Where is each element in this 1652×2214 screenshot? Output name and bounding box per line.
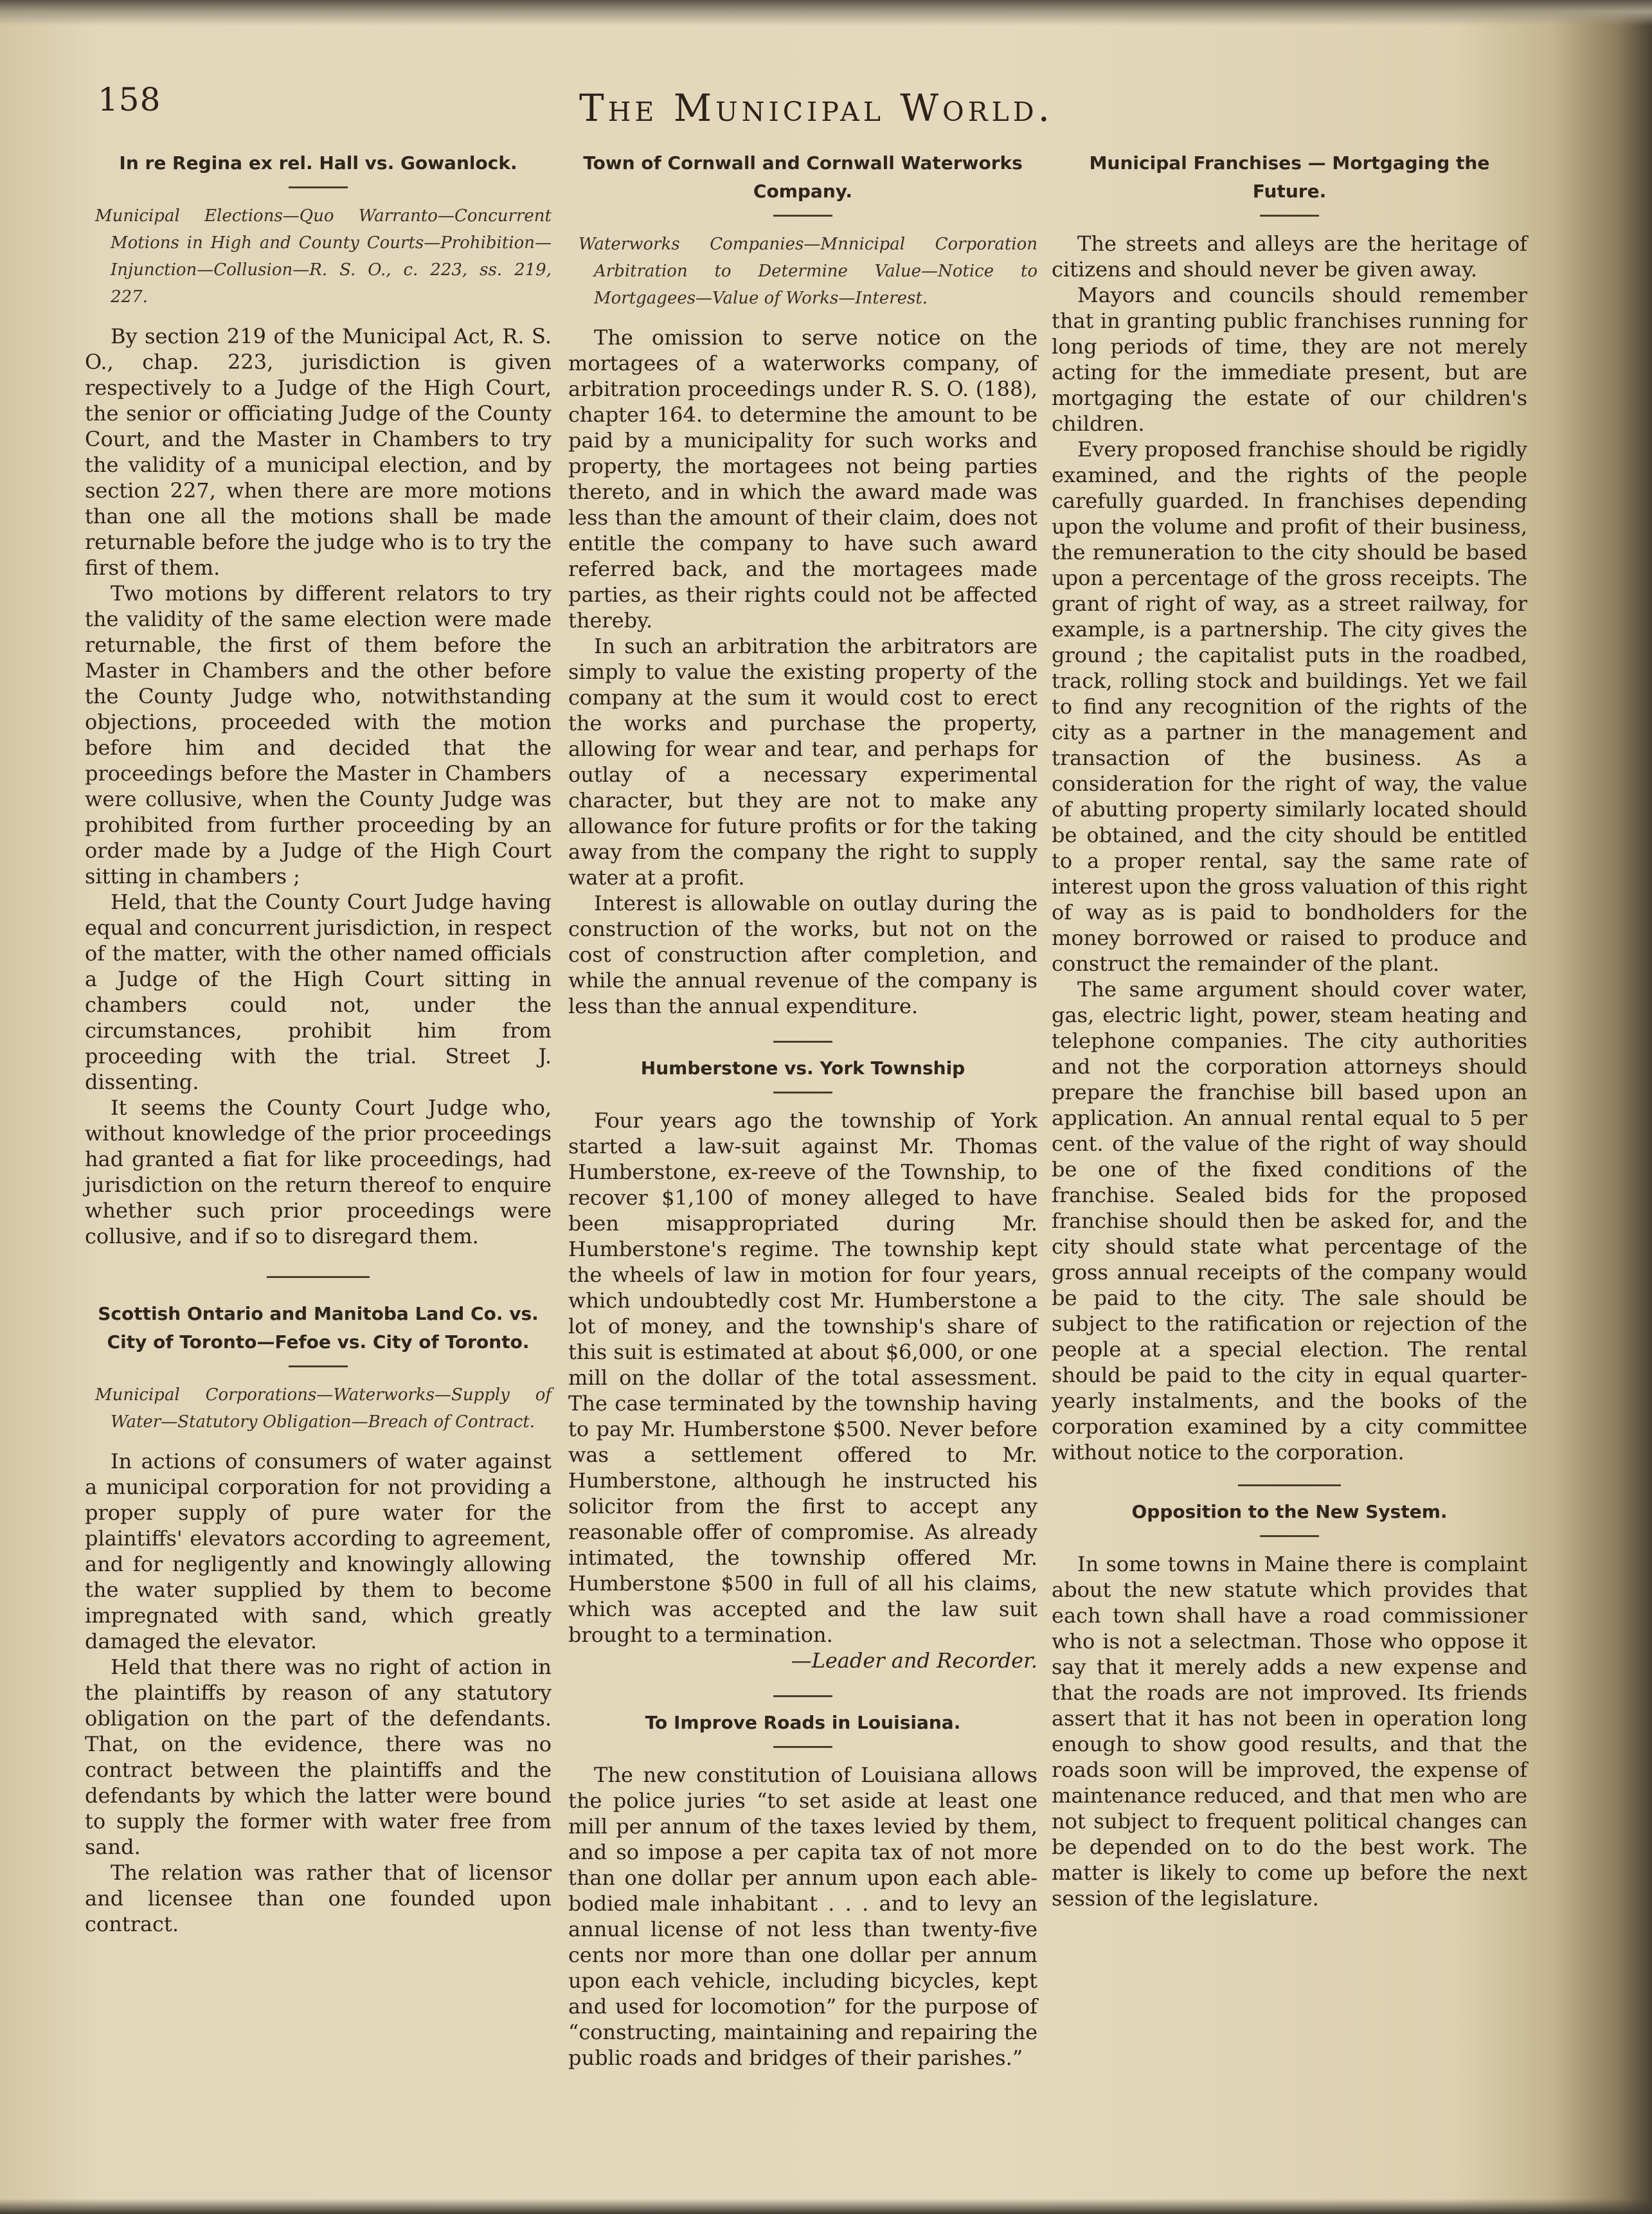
article-title: To Improve Roads in Louisiana. (645, 1712, 961, 1733)
paragraph: Four years ago the township of York started a law-suit against Mr. Thomas Humberstone, ex-reeve of the Township, to recover $1,100 of money alleged to have been misappropriated during Mr. Humberstone's regime. The township kept the wheels of law in motion for four years, which undoubtedly cost Mr. Humberstone a lot of money, and the township's share of this suit is estimated at about $6,000, or one mill on the dollar of the total assessment. The case terminated by the township having to pay Mr. Humberstone $500. Never before was a settlement offered to Mr. Humberstone, although he instructed his solicitor from the first to accept any reasonable offer of compromise. As already intimated, the township offered Mr. Humberstone $500 in full of all his claims, which was accepted and the law suit brought to a termination. (568, 1108, 1037, 1647)
paragraph: The relation was rather that of licensor and licensee than one founded upon contract. (85, 1860, 552, 1936)
top-shadow (0, 0, 1652, 26)
paragraph: The streets and alleys are the heritage of citizens and should never be given away. (1052, 231, 1527, 282)
section-divider (773, 1041, 832, 1043)
publication-title: The Municipal World. (579, 86, 1054, 130)
article-subject: Municipal Corporations—Waterworks—Supply of Water—Statutory Obligation—Breach of Contract. (95, 1385, 552, 1432)
article-louisiana-roads (568, 1709, 1037, 2071)
divider (773, 1746, 832, 1748)
paragraph: The omission to serve notice on the mortagees of a waterworks company, of arbitration proceedings under R. S. O. (188), chapter 164. to determine the amount to be paid by a municipality for such works and property, the mortagees not being parties thereto, and in which the award made was less than the amount of their claim, does not entitle the company to have such award referred back, and the mortagees made parties, as their rights could not be affected thereby. (568, 325, 1037, 633)
article-cornwall-waterworks (568, 149, 1037, 1019)
paragraph: The new constitution of Louisiana allows the police juries “to set aside at least one mill per annum of the taxes levied by them, and so impose a per capita tax of not more than one dollar per annum upon each able-bodied male inhabitant . . . and to levy an annual license of not less than twenty-five cents nor more than one dollar per annum upon each vehicle, including bicycles, kept and used for locomotion” for the purpose of “constructing, maintaining and repairing the public roads and bridges of their parishes.” (568, 1763, 1037, 2070)
page-number: 158 (98, 81, 161, 118)
article-title: Scottish Ontario and Manitoba Land Co. vs. City of Toronto—Fefoe vs. City of Toronto. (98, 1303, 539, 1353)
article-title: In re Regina ex rel. Hall vs. Gowanlock. (119, 152, 517, 174)
section-divider (1238, 1484, 1341, 1486)
divider (289, 1365, 348, 1367)
paragraph: It seems the County Court Judge who, without knowledge of the prior proceedings had granted a fiat for like proceedings, had jurisdiction on the return thereof to enquire whether such prior proceedings were collusive, and if so to disregard them. (85, 1095, 552, 1248)
section-divider (267, 1276, 370, 1278)
article-title: Town of Cornwall and Cornwall Waterworks Company. (583, 152, 1023, 202)
article-title: Municipal Franchises — Mortgaging the Future. (1089, 152, 1490, 202)
column-left (85, 149, 552, 1941)
article-scottish-ontario (85, 1300, 552, 1937)
paragraph: In actions of consumers of water against a municipal corporation for not providing a proper supply of pure water for the plaintiffs' elevators according to agreement, and for negligently and knowingly allowing the water supplied by them to become impregnated with sand, which greatly damaged the elevator. (85, 1449, 552, 1653)
article-regina-hall (85, 149, 552, 1249)
article-source: —Leader and Recorder. (791, 1648, 1037, 1673)
paragraph: Held that there was no right of action in the plaintiffs by reason of any statutory obligation on the part of the defendants. That, on the evidence, there was no contract between the plaintiffs and the defendants by which the latter were bound to supply the former with water free from sand. (85, 1655, 552, 1859)
article-opposition-new-system (1052, 1498, 1527, 1911)
divider (1260, 215, 1319, 217)
divider (773, 1092, 832, 1094)
section-divider (773, 1695, 832, 1697)
article-title: Humberstone vs. York Township (640, 1058, 965, 1079)
article-subject: Municipal Elections—Quo Warranto—Concurrent Motions in High and County Courts—Prohibition—Injunction—Collusion—R. S. O., c. 223, ss. 219, 227. (95, 206, 552, 307)
paragraph: In such an arbitration the arbitrators are simply to value the existing property of the company at the sum it would cost to erect the works and purchase the property, allowing for wear and tear, and perhaps for outlay of a necessary experimental character, but they are not to make any allowance for future profits or for the taking away from the company the right to supply water at a profit. (568, 634, 1037, 890)
paragraph: By section 219 of the Municipal Act, R. S. O., chap. 223, jurisdiction is given respectively to a Judge of the High Court, the senior or officiating Judge of the County Court, and the Master in Chambers to try the validity of a municipal election, and by section 227, when there are more motions than one all the motions shall be made returnable before the judge who is to try the first of them. (85, 324, 552, 580)
article-humberstone (568, 1054, 1037, 1673)
paragraph: Interest is allowable on outlay during the construction of the works, but not on the cost of construction after completion, and while the annual revenue of the company is less than the annual expenditure. (568, 891, 1037, 1018)
paragraph: Held, that the County Court Judge having equal and concurrent jurisdiction, in respect of the matter, with the other named officials a Judge of the High Court sitting in chambers could not, under the circumstances, prohibit him from proceeding with the trial. Street J. dissenting. (85, 890, 552, 1094)
divider (773, 215, 832, 217)
article-title: Opposition to the New System. (1131, 1501, 1448, 1522)
divider (1260, 1535, 1319, 1537)
article-subject: Waterworks Companies—Mnnicipal Corporation Arbitration to Determine Value—Notice to Mortgagees—Value of Works—Interest. (579, 235, 1037, 308)
divider (289, 186, 348, 188)
article-municipal-franchises (1052, 149, 1527, 1465)
paragraph: In some towns in Maine there is complaint about the new statute which provides that each town shall have a road commissioner who is not a selectman. Those who oppose it say that it merely adds a new expense and that the roads are not improved. Its friends assert that it has not been in operation long enough to show good results, and that the roads soon will be improved, the expense of maintenance reduced, and that men who are not subject to frequent political changes can be depended on to do the best work. The matter is likely to come up before the next session of the legislature. (1052, 1552, 1527, 1911)
paragraph: The same argument should cover water, gas, electric light, power, steam heating and telephone companies. The city authorities and not the corporation attorneys should prepare the franchise bill based upon an application. An annual rental equal to 5 per cent. of the value of the right of way should be one of the fixed conditions of the franchise. Sealed bids for the proposed franchise should then be asked for, and the city should state what percentage of the gross annual receipts of the company would be paid to the city. The sale should be subject to the ratification or rejection of the people at a special election. The rental should be paid to the city in equal quarter-yearly instalments, and the books of the corporation examined by a city committee without notice to the corporation. (1052, 977, 1527, 1464)
paragraph: Two motions by different relators to try the validity of the same election were made returnable, the first of them before the Master in Chambers and the other before the County Judge who, notwithstanding objections, proceeded with the motion before him and decided that the proceedings before the Master in Chambers were collusive, when the County Judge was prohibited from further proceeding by an order made by a Judge of the High Court sitting in chambers ; (85, 581, 552, 888)
column-right (1052, 149, 1527, 1915)
paragraph: Every proposed franchise should be rigidly examined, and the rights of the people carefully guarded. In franchises depending upon the volume and profit of their business, the remuneration to the city should be based upon a percentage of the gross receipts. The grant of right of way, as a street railway, for example, is a partnership. The city gives the ground ; the capitalist puts in the roadbed, track, rolling stock and buildings. Yet we fail to find any recognition of the rights of the city as a partner in the management and transaction of the business. As a consideration for the right of way, the value of abutting property similarly located should be obtained, and the city should be entitled to a proper rental, say the same rate of interest upon the gross valuation of this right of way as is paid to bondholders for the money borrowed or raised to produce and construct the remainder of the plant. (1052, 437, 1527, 976)
paragraph: Mayors and councils should remember that in granting public franchises running for long periods of time, they are not merely acting for the immediate present, but are mortgaging the estate of our children's children. (1052, 283, 1527, 436)
bottom-edge (0, 2199, 1652, 2214)
column-middle (568, 149, 1037, 2074)
